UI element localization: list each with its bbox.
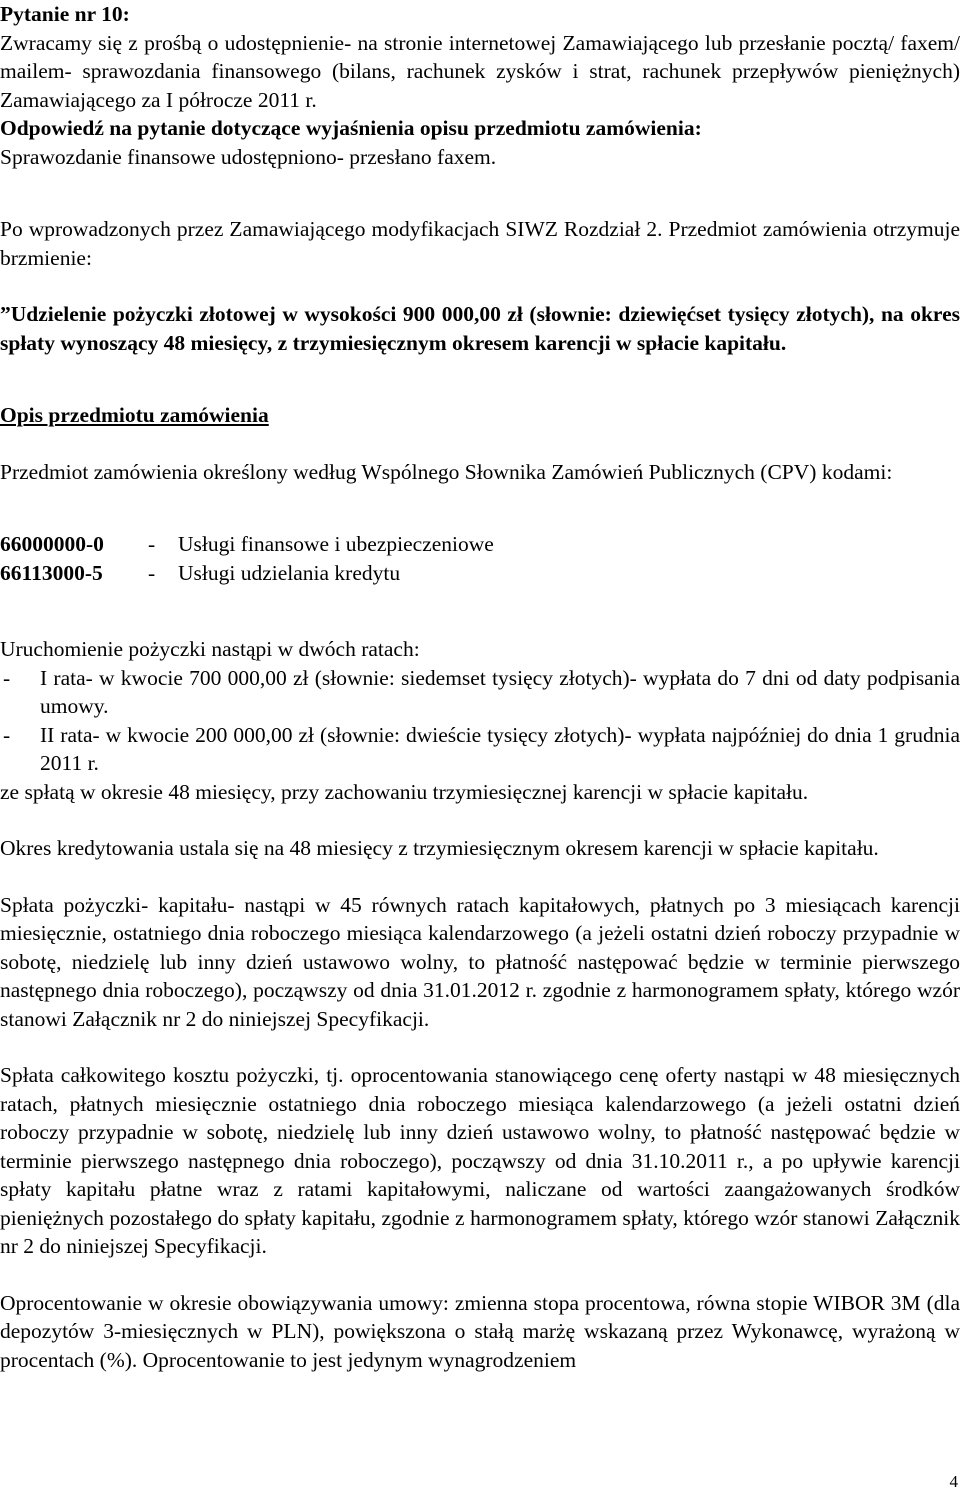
tranche-item bbox=[0, 721, 960, 778]
answer-text: Sprawozdanie finansowe udostępniono- przesłano faxem. bbox=[0, 144, 497, 169]
paragraph-capital-repayment: Spłata pożyczki- kapitału- nastąpi w 45 równych ratach kapitałowych, płatnych po 3 miesiącach karencji miesięcznie, ostatniego dnia roboczego miesiąca kalendarzowego (a jeżeli ostatni dzień roboczy przypadnie w sobotę, niedzielę lub inny dzień ustawowo wolny, to płatność następować będzie w terminie pierwszego następnego dnia roboczego), począwszy od dnia 31.01.2012 r. zgodnie z harmonogramem spłaty, którego wzór stanowi Załącznik nr 2 do niniejszej Specyfikacji. bbox=[0, 892, 960, 1031]
quoted-subject bbox=[0, 300, 960, 357]
cpv-code: 66000000-0 bbox=[0, 532, 104, 556]
cpv-list bbox=[0, 530, 960, 587]
cpv-dash: - bbox=[148, 560, 156, 585]
repayment-note: ze spłatą w okresie 48 miesięcy, przy zachowaniu trzymiesięcznej karencji w spłacie kapitału. bbox=[0, 779, 809, 804]
paragraph-credit-period: Okres kredytowania ustala się na 48 miesięcy z trzymiesięcznym okresem karencji w spłacie kapitału. bbox=[0, 836, 879, 860]
paragraph-total-cost: Spłata całkowitego kosztu pożyczki, tj. oprocentowania stanowiącego cenę oferty nastąpi w 48 miesięcznych ratach, płatnych miesięcznie ostatniego dnia roboczego miesiąca kalendarzowego (a jeżeli ostatni dzień roboczy przypadnie w sobotę, niedzielę lub inny dzień ustawowo wolny, to płatność następować będzie w terminie pierwszego następnego dnia roboczego), począwszy od dnia 31.10.2011 r., a po upływie karencji spłaty kapitału płatne wraz z ratami kapitałowymi, naliczane od wartości zaangażowanych środków pieniężnych pozostałego do spłaty kapitału, zgodnie z harmonogramem spłaty, którego wzór stanowi Załącznik nr 2 do niniejszej Specyfikacji. bbox=[0, 1063, 960, 1258]
section-title: Opis przedmiotu zamówienia bbox=[0, 403, 269, 427]
modification-intro: Po wprowadzonych przez Zamawiającego modyfikacjach SIWZ Rozdział 2. Przedmiot zamówienia otrzymuje brzmienie: bbox=[0, 217, 960, 270]
paragraph-interest: Oprocentowanie w okresie obowiązywania umowy: zmienna stopa procentowa, równa stopie WIBOR 3M (dla depozytów 3-miesięcznych w PLN), powiększona o stałą marżę wskazaną przez Wykonawcę, wyrażoną w procentach (%). Oprocentowanie to jest jedynym wynagrodzeniem bbox=[0, 1290, 960, 1372]
launch-intro: Uruchomienie pożyczki nastąpi w dwóch ratach: bbox=[0, 637, 420, 661]
cpv-row bbox=[0, 530, 960, 559]
question-heading: Pytanie nr 10: bbox=[0, 2, 130, 26]
cpv-description: Usługi finansowe i ubezpieczeniowe bbox=[178, 532, 494, 556]
tranche-text: II rata- w kwocie 200 000,00 zł (słownie: dwieście tysięcy złotych)- wypłata najpóźniej do dnia 1 grudnia 2011 r. bbox=[40, 722, 960, 775]
cpv-row bbox=[0, 559, 960, 588]
question-text: Zwracamy się z prośbą o udostępnienie- na stronie internetowej Zamawiającego lub przesłanie pocztą/ faxem/ mailem- sprawozdania finansowego (bilans, rachunek zysków i strat, rachunek przepływów pieniężnych) Zamawiającego za I półrocze 2011 r. bbox=[0, 30, 960, 112]
answer-heading: Odpowiedź na pytanie dotyczące wyjaśnienia opisu przedmiotu zamówienia: bbox=[0, 116, 702, 140]
cpv-code: 66113000-5 bbox=[0, 560, 103, 585]
quote-text: Udzielenie pożyczki złotowej w wysokości 900 000,00 zł (słownie: dziewięćset tysięcy złotych), na okres spłaty wynoszący 48 miesięcy, z trzymiesięcznym okresem karencji w spłacie kapitału. bbox=[0, 302, 960, 355]
cpv-intro: Przedmiot zamówienia określony według Wspólnego Słownika Zamówień Publicznych (CPV) kodami: bbox=[0, 459, 893, 484]
bullet-dash: - bbox=[3, 722, 11, 747]
cpv-description: Usługi udzielania kredytu bbox=[178, 560, 401, 585]
bullet-dash: - bbox=[3, 665, 11, 690]
cpv-dash: - bbox=[148, 532, 156, 556]
tranche-text: I rata- w kwocie 700 000,00 zł (słownie: siedemset tysięcy złotych)- wypłata do 7 dni od daty podpisania umowy. bbox=[40, 665, 960, 718]
quote-mark: ” bbox=[0, 302, 11, 326]
tranche-item bbox=[0, 664, 960, 721]
page-number: 4 bbox=[949, 1472, 958, 1491]
